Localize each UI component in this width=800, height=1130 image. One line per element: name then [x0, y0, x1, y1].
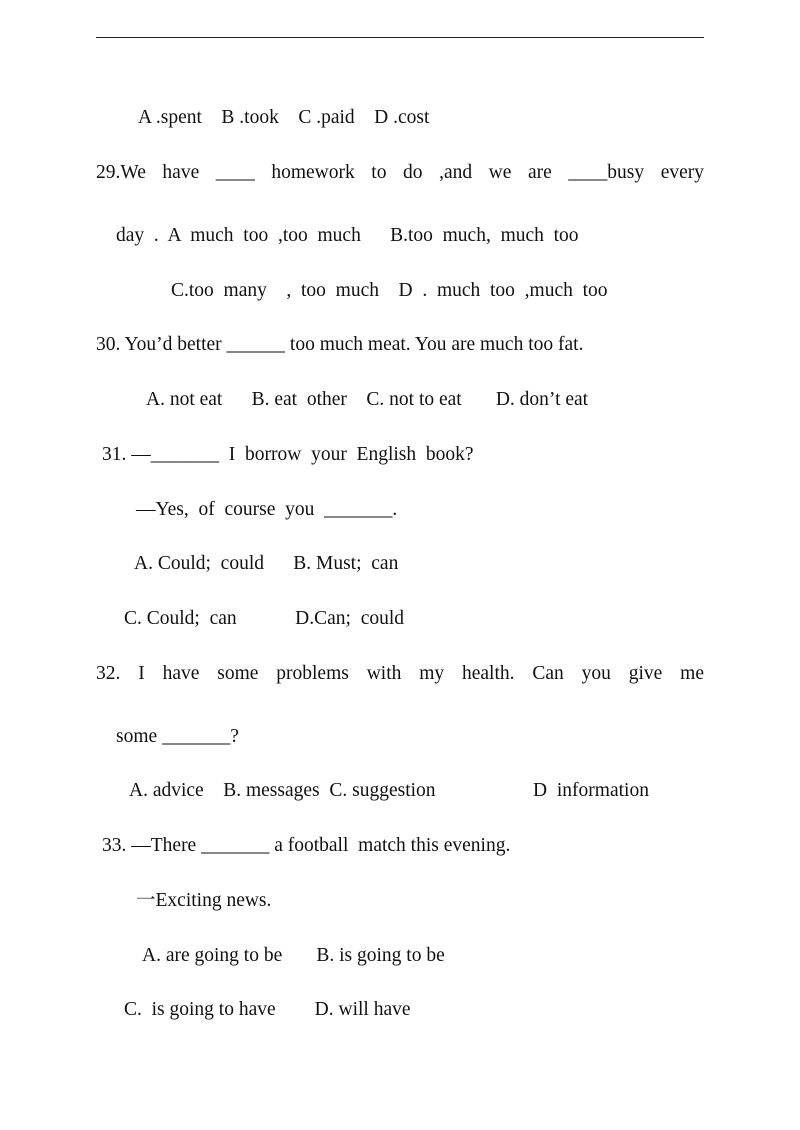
q29-stem-line2-options: day . A much too ,too much B.too much, much too — [116, 225, 579, 246]
q32-stem-line1: 32. I have some problems with my health. Can you give me — [96, 663, 704, 684]
q31-stem-line2: —Yes, of course you _______. — [136, 499, 398, 520]
q30-options: A. not eat B. eat other C. not to eat D. don’t eat — [146, 389, 589, 410]
q32-stem-line2: some _______? — [116, 726, 239, 747]
q30-stem: 30. You’d better ______ too much meat. You are much too fat. — [96, 334, 584, 355]
q31-options-line2: C. Could; can D.Can; could — [124, 608, 405, 629]
q28-options: A .spent B .took C .paid D .cost — [138, 107, 430, 128]
q29-options-line2: C.too many , too much D . much too ,much too — [171, 280, 608, 301]
q32-options: A. advice B. messages C. suggestion D information — [129, 780, 649, 801]
q31-options-line1: A. Could; could B. Must; can — [134, 553, 399, 574]
q33-stem-line2: 一Exciting news. — [136, 890, 272, 911]
q29-stem-line1: 29.We have ____ homework to do ,and we are ____busy every — [96, 162, 704, 183]
header-rule — [96, 37, 704, 38]
q33-options-line1: A. are going to be B. is going to be — [142, 945, 445, 966]
q31-stem-line1: 31. —_______ I borrow your English book? — [102, 444, 474, 465]
q33-stem-line1: 33. —There _______ a football match this evening. — [102, 835, 511, 856]
q33-options-line2: C. is going to have D. will have — [124, 999, 411, 1020]
